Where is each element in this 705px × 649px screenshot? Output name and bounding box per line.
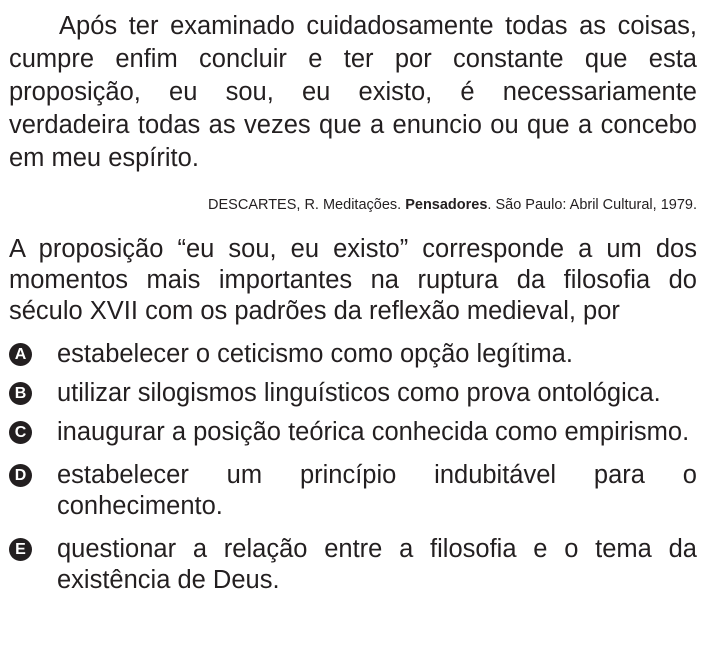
question-stem: A proposição “eu sou, eu existo” corresponde a um dos momentos mais importantes na ruptura da filosofia do século XVII com os padrões da reflexão medieval, por — [9, 235, 697, 325]
option-d-text: estabelecer um princípio indubitável para o conhecimento. — [57, 461, 697, 520]
citation-suffix: . São Paulo: Abril Cultural, 1979. — [487, 197, 697, 213]
option-b[interactable] — [9, 378, 697, 409]
citation-prefix: DESCARTES, R. Meditações. — [208, 197, 406, 213]
option-e-letter: E — [9, 538, 32, 561]
option-d-letter: D — [9, 464, 32, 487]
option-e[interactable] — [9, 534, 697, 596]
option-a-letter: A — [9, 343, 32, 366]
option-c-letter: C — [9, 421, 32, 444]
option-a[interactable] — [9, 339, 697, 370]
option-b-letter: B — [9, 382, 32, 405]
passage-text: Após ter examinado cuidadosamente todas as coisas, cumpre enfim concluir e ter por constante que esta proposição, eu sou, eu existo, é necessariamente verdadeira todas as vezes que a enuncio ou que a concebo em meu espírito. — [9, 12, 697, 172]
option-b-text: utilizar silogismos linguísticos como prova ontológica. — [57, 379, 661, 407]
option-a-text: estabelecer o ceticismo como opção legítima. — [57, 340, 573, 368]
option-e-text: questionar a relação entre a filosofia e o tema da existência de Deus. — [57, 535, 697, 594]
option-c-text: inaugurar a posição teórica conhecida como empirismo. — [57, 418, 690, 446]
answer-options — [9, 339, 697, 596]
option-d[interactable] — [9, 460, 697, 522]
citation-bold: Pensadores — [405, 197, 488, 213]
citation — [9, 196, 697, 214]
option-c[interactable] — [9, 417, 697, 448]
